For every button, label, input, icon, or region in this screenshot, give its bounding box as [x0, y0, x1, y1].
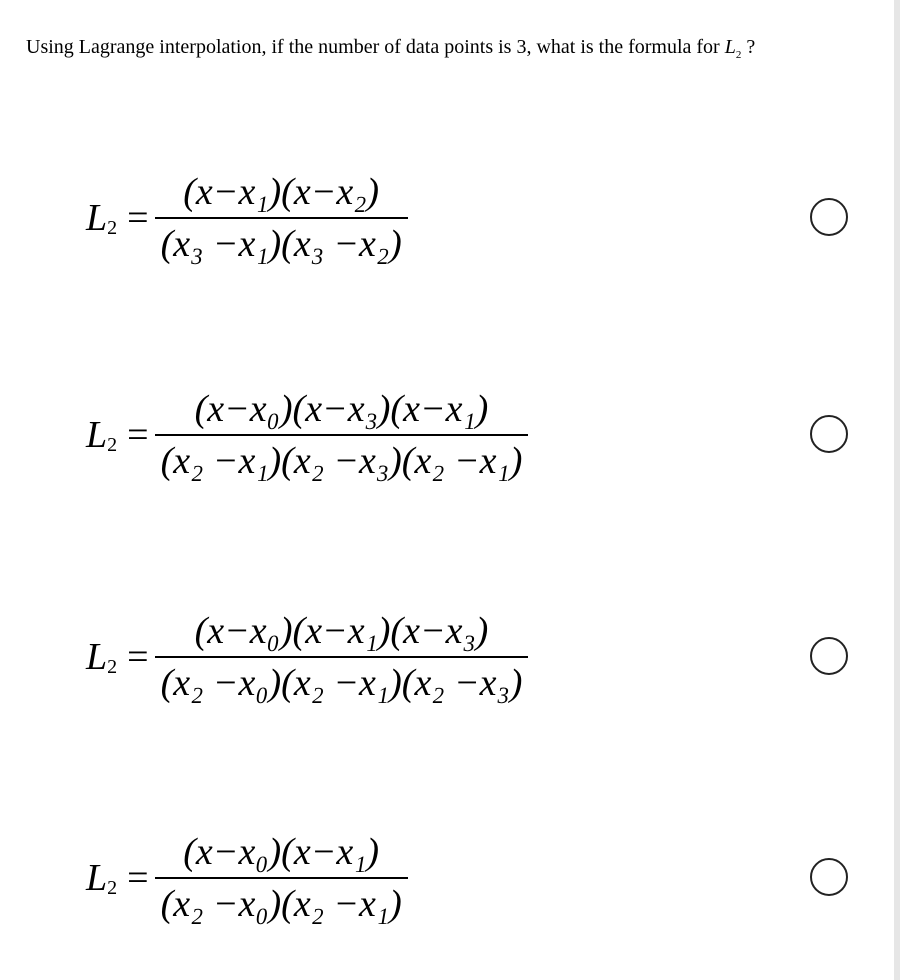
numerator: (x−x₀)(x−x₁) [183, 831, 380, 873]
formula-option-3: L $_2$ = $\frac{\text{(x−x₀)(x−x₁)(x−x₃)}}{\text{(x₂ −x₀)(x₂ −x₁)(x₂ −x₃)}}$ [86, 587, 528, 727]
answer-option-3[interactable] [0, 587, 892, 727]
formula-option-2: L $_2$ = $\frac{\text{(x−x₀)(x−x₃)(x−x₁)}}{\text{(x₂ −x₁)(x₂ −x₃)(x₂ −x₁)}}$ [86, 365, 528, 505]
page-right-border [894, 0, 900, 980]
answer-option-4[interactable] [0, 808, 892, 948]
numerator: (x−x₀)(x−x₃)(x−x₁) [194, 388, 489, 430]
radio-button-option-3[interactable] [810, 637, 848, 675]
radio-button-option-4[interactable] [810, 858, 848, 896]
numerator: (x−x₁)(x−x₂) [183, 171, 380, 213]
radio-button-option-2[interactable] [810, 415, 848, 453]
numerator: (x−x₀)(x−x₁)(x−x₃) [194, 610, 489, 652]
radio-button-option-1[interactable] [810, 198, 848, 236]
denominator: (x₃ −x₁)(x₃ −x₂) [155, 217, 408, 269]
denominator: (x₂ −x₁)(x₂ −x₃)(x₂ −x₁) [155, 434, 529, 486]
formula-option-1: L $_2$ = $\frac{\text{(x−x₁)(x−x₂)}}{\text{(x₃ −x₁)(x₃ −x₂)}}$ [86, 148, 408, 288]
denominator: (x₂ −x₀)(x₂ −x₁)(x₂ −x₃) [155, 656, 529, 708]
formula-option-4: L $_2$ = $\frac{\text{(x−x₀)(x−x₁)}}{\text{(x₂ −x₀)(x₂ −x₁)}}$ [86, 808, 408, 948]
answer-option-2[interactable] [0, 365, 892, 505]
question-text: Using Lagrange interpolation, if the number of data points is 3, what is the formula for $L_2$ ? [26, 36, 756, 61]
answer-option-1[interactable] [0, 148, 892, 288]
denominator: (x₂ −x₀)(x₂ −x₁) [155, 877, 408, 929]
